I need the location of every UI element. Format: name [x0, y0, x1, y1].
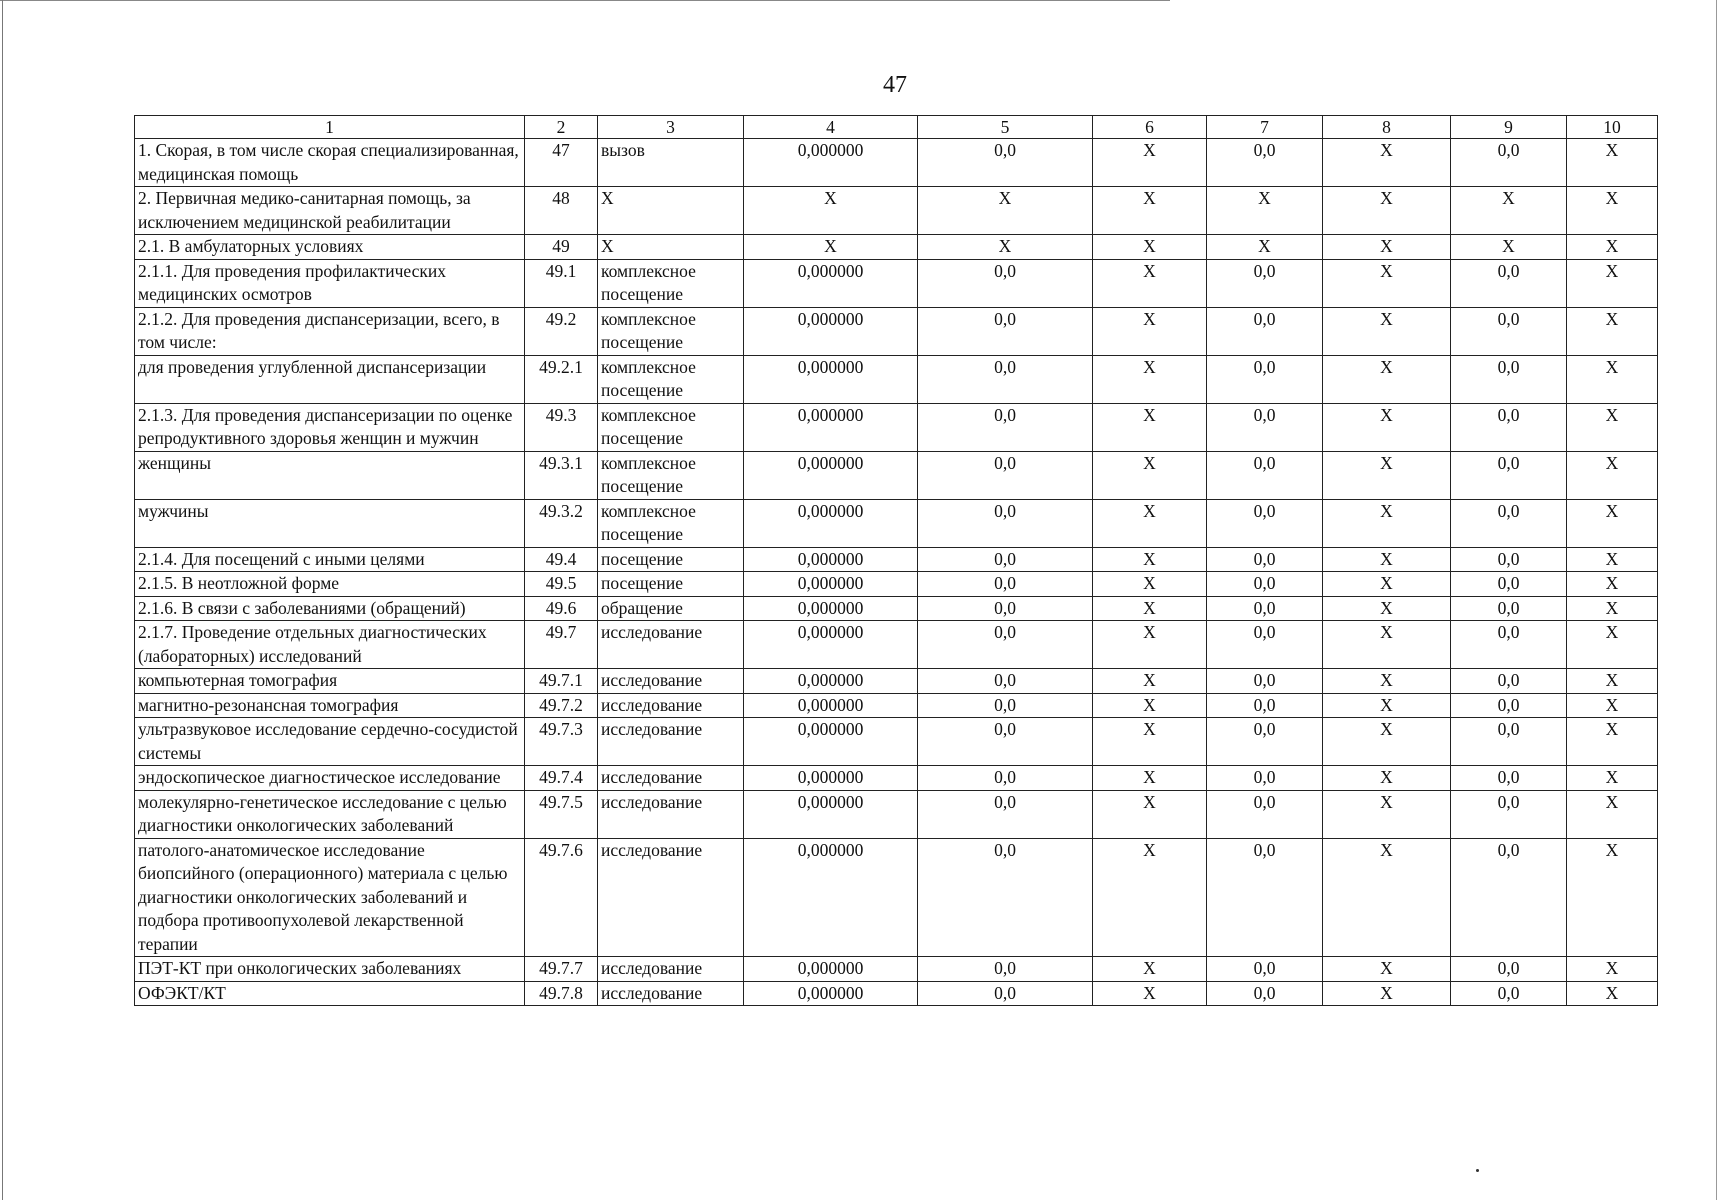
row-col10-cell: Х [1567, 669, 1658, 694]
row-unit-cell: исследование [598, 621, 744, 669]
row-col4-cell: 0,000000 [744, 259, 918, 307]
row-col9-cell: Х [1451, 235, 1567, 260]
row-col7-cell: 0,0 [1207, 669, 1323, 694]
row-col9-cell: 0,0 [1451, 621, 1567, 669]
row-col10-cell: Х [1567, 139, 1658, 187]
row-col5-cell: 0,0 [918, 139, 1093, 187]
row-name-cell: для проведения углубленной диспансеризации [135, 355, 525, 403]
table-row [135, 139, 1658, 187]
table-row [135, 838, 1658, 957]
row-col4-cell: 0,000000 [744, 307, 918, 355]
column-header: 7 [1207, 116, 1323, 139]
row-col8-cell: Х [1323, 669, 1451, 694]
data-table [134, 115, 1658, 1006]
row-unit-cell: исследование [598, 838, 744, 957]
row-col8-cell: Х [1323, 572, 1451, 597]
row-unit-cell: вызов [598, 139, 744, 187]
row-code-cell: 49.3.2 [525, 499, 598, 547]
row-col8-cell: Х [1323, 235, 1451, 260]
table-row [135, 572, 1658, 597]
row-col7-cell: 0,0 [1207, 981, 1323, 1006]
row-col5-cell: 0,0 [918, 838, 1093, 957]
row-col10-cell: Х [1567, 838, 1658, 957]
table-row [135, 621, 1658, 669]
row-name-cell: ультразвуковое исследование сердечно-сосудистой системы [135, 718, 525, 766]
row-col7-cell: 0,0 [1207, 621, 1323, 669]
row-col7-cell: 0,0 [1207, 355, 1323, 403]
row-col9-cell: 0,0 [1451, 572, 1567, 597]
row-col4-cell: 0,000000 [744, 572, 918, 597]
row-col5-cell: 0,0 [918, 693, 1093, 718]
row-col9-cell: 0,0 [1451, 403, 1567, 451]
row-code-cell: 49.3 [525, 403, 598, 451]
row-col6-cell: Х [1093, 669, 1207, 694]
row-name-cell: мужчины [135, 499, 525, 547]
row-col9-cell: 0,0 [1451, 139, 1567, 187]
row-col4-cell: 0,000000 [744, 766, 918, 791]
row-unit-cell: исследование [598, 957, 744, 982]
row-col10-cell: Х [1567, 235, 1658, 260]
row-code-cell: 49.7.7 [525, 957, 598, 982]
scan-edge-top [0, 0, 1170, 1]
row-col10-cell: Х [1567, 355, 1658, 403]
row-col7-cell: 0,0 [1207, 307, 1323, 355]
row-col9-cell: Х [1451, 187, 1567, 235]
row-code-cell: 49.7.4 [525, 766, 598, 791]
row-col10-cell: Х [1567, 259, 1658, 307]
row-col5-cell: 0,0 [918, 981, 1093, 1006]
row-col5-cell: 0,0 [918, 766, 1093, 791]
row-col8-cell: Х [1323, 259, 1451, 307]
scan-speck [1476, 1169, 1479, 1172]
row-col7-cell: Х [1207, 187, 1323, 235]
table-row [135, 307, 1658, 355]
row-col4-cell: 0,000000 [744, 139, 918, 187]
row-col5-cell: 0,0 [918, 259, 1093, 307]
row-col7-cell: 0,0 [1207, 451, 1323, 499]
table-body [135, 139, 1658, 1006]
row-code-cell: 49.7 [525, 621, 598, 669]
row-col10-cell: Х [1567, 790, 1658, 838]
row-col8-cell: Х [1323, 499, 1451, 547]
row-col5-cell: 0,0 [918, 957, 1093, 982]
row-unit-cell: исследование [598, 766, 744, 791]
table-header-row [135, 116, 1658, 139]
row-unit-cell: посещение [598, 572, 744, 597]
row-col9-cell: 0,0 [1451, 693, 1567, 718]
table-row [135, 766, 1658, 791]
row-col10-cell: Х [1567, 307, 1658, 355]
table-row [135, 235, 1658, 260]
column-header: 9 [1451, 116, 1567, 139]
row-name-cell: 2.1.3. Для проведения диспансеризации по оценке репродуктивного здоровья женщин и мужчин [135, 403, 525, 451]
row-col7-cell: Х [1207, 235, 1323, 260]
row-col5-cell: 0,0 [918, 451, 1093, 499]
row-col6-cell: Х [1093, 621, 1207, 669]
row-col9-cell: 0,0 [1451, 957, 1567, 982]
row-col9-cell: 0,0 [1451, 669, 1567, 694]
row-col6-cell: Х [1093, 766, 1207, 791]
row-col10-cell: Х [1567, 547, 1658, 572]
row-col6-cell: Х [1093, 403, 1207, 451]
row-name-cell: патолого-анатомическое исследование биопсийного (операционного) материала с целью диагностики онкологических заболеваний и подбора противоопухолевой лекарственной терапии [135, 838, 525, 957]
column-header: 4 [744, 116, 918, 139]
row-col6-cell: Х [1093, 693, 1207, 718]
row-code-cell: 49.3.1 [525, 451, 598, 499]
row-col10-cell: Х [1567, 766, 1658, 791]
row-col7-cell: 0,0 [1207, 403, 1323, 451]
row-col5-cell: 0,0 [918, 596, 1093, 621]
row-col7-cell: 0,0 [1207, 766, 1323, 791]
row-col4-cell: 0,000000 [744, 596, 918, 621]
row-col5-cell: Х [918, 187, 1093, 235]
row-code-cell: 48 [525, 187, 598, 235]
table-row [135, 355, 1658, 403]
row-unit-cell: исследование [598, 790, 744, 838]
table-row [135, 499, 1658, 547]
row-col5-cell: 0,0 [918, 499, 1093, 547]
row-col8-cell: Х [1323, 187, 1451, 235]
row-col10-cell: Х [1567, 451, 1658, 499]
row-unit-cell: комплексное посещение [598, 451, 744, 499]
row-col8-cell: Х [1323, 547, 1451, 572]
row-col5-cell: 0,0 [918, 621, 1093, 669]
row-name-cell: 2.1.4. Для посещений с иными целями [135, 547, 525, 572]
row-col6-cell: Х [1093, 718, 1207, 766]
row-col8-cell: Х [1323, 693, 1451, 718]
row-col7-cell: 0,0 [1207, 790, 1323, 838]
row-col10-cell: Х [1567, 572, 1658, 597]
row-col4-cell: 0,000000 [744, 355, 918, 403]
row-col4-cell: Х [744, 187, 918, 235]
row-name-cell: магнитно-резонансная томография [135, 693, 525, 718]
row-unit-cell: исследование [598, 693, 744, 718]
row-col6-cell: Х [1093, 957, 1207, 982]
row-name-cell: 2.1.6. В связи с заболеваниями (обращений) [135, 596, 525, 621]
row-name-cell: женщины [135, 451, 525, 499]
row-name-cell: ПЭТ-КТ при онкологических заболеваниях [135, 957, 525, 982]
row-col9-cell: 0,0 [1451, 355, 1567, 403]
row-col8-cell: Х [1323, 790, 1451, 838]
row-col6-cell: Х [1093, 838, 1207, 957]
row-col5-cell: 0,0 [918, 355, 1093, 403]
table-row [135, 693, 1658, 718]
row-col9-cell: 0,0 [1451, 307, 1567, 355]
row-col8-cell: Х [1323, 451, 1451, 499]
row-col9-cell: 0,0 [1451, 259, 1567, 307]
table-row [135, 669, 1658, 694]
row-col9-cell: 0,0 [1451, 499, 1567, 547]
row-code-cell: 49.7.1 [525, 669, 598, 694]
row-col9-cell: 0,0 [1451, 790, 1567, 838]
row-code-cell: 49.7.2 [525, 693, 598, 718]
row-name-cell: компьютерная томография [135, 669, 525, 694]
row-name-cell: эндоскопическое диагностическое исследование [135, 766, 525, 791]
row-unit-cell: посещение [598, 547, 744, 572]
row-code-cell: 49.4 [525, 547, 598, 572]
column-header: 5 [918, 116, 1093, 139]
row-col10-cell: Х [1567, 957, 1658, 982]
row-col8-cell: Х [1323, 621, 1451, 669]
row-col6-cell: Х [1093, 187, 1207, 235]
row-unit-cell: комплексное посещение [598, 403, 744, 451]
row-code-cell: 49.2 [525, 307, 598, 355]
row-name-cell: 1. Скорая, в том числе скорая специализированная, медицинская помощь [135, 139, 525, 187]
row-col4-cell: Х [744, 235, 918, 260]
table-row [135, 981, 1658, 1006]
row-col6-cell: Х [1093, 572, 1207, 597]
row-col7-cell: 0,0 [1207, 139, 1323, 187]
row-col5-cell: Х [918, 235, 1093, 260]
row-unit-cell: Х [598, 187, 744, 235]
row-code-cell: 49.7.8 [525, 981, 598, 1006]
row-name-cell: 2.1.2. Для проведения диспансеризации, всего, в том числе: [135, 307, 525, 355]
row-col8-cell: Х [1323, 139, 1451, 187]
row-col6-cell: Х [1093, 451, 1207, 499]
row-col7-cell: 0,0 [1207, 547, 1323, 572]
row-col7-cell: 0,0 [1207, 838, 1323, 957]
row-unit-cell: комплексное посещение [598, 355, 744, 403]
row-col5-cell: 0,0 [918, 547, 1093, 572]
row-col5-cell: 0,0 [918, 403, 1093, 451]
row-code-cell: 49.7.6 [525, 838, 598, 957]
row-code-cell: 49.7.5 [525, 790, 598, 838]
page-number: 47 [883, 72, 907, 98]
column-header: 10 [1567, 116, 1658, 139]
row-unit-cell: исследование [598, 981, 744, 1006]
row-col10-cell: Х [1567, 693, 1658, 718]
table-row [135, 451, 1658, 499]
row-col10-cell: Х [1567, 499, 1658, 547]
row-col4-cell: 0,000000 [744, 838, 918, 957]
column-header: 3 [598, 116, 744, 139]
scan-edge-left [2, 0, 3, 1200]
row-col10-cell: Х [1567, 403, 1658, 451]
row-col5-cell: 0,0 [918, 790, 1093, 838]
row-col6-cell: Х [1093, 139, 1207, 187]
row-col8-cell: Х [1323, 307, 1451, 355]
column-header: 2 [525, 116, 598, 139]
row-code-cell: 47 [525, 139, 598, 187]
row-col9-cell: 0,0 [1451, 596, 1567, 621]
row-name-cell: ОФЭКТ/КТ [135, 981, 525, 1006]
table-row [135, 403, 1658, 451]
row-col6-cell: Х [1093, 499, 1207, 547]
row-col9-cell: 0,0 [1451, 838, 1567, 957]
row-col10-cell: Х [1567, 187, 1658, 235]
row-code-cell: 49.6 [525, 596, 598, 621]
row-col8-cell: Х [1323, 766, 1451, 791]
row-col6-cell: Х [1093, 307, 1207, 355]
table-row [135, 187, 1658, 235]
row-code-cell: 49.2.1 [525, 355, 598, 403]
row-unit-cell: комплексное посещение [598, 499, 744, 547]
row-unit-cell: Х [598, 235, 744, 260]
row-name-cell: молекулярно-генетическое исследование с целью диагностики онкологических заболеваний [135, 790, 525, 838]
column-header: 1 [135, 116, 525, 139]
row-name-cell: 2.1.5. В неотложной форме [135, 572, 525, 597]
row-col8-cell: Х [1323, 957, 1451, 982]
row-name-cell: 2.1.7. Проведение отдельных диагностических (лабораторных) исследований [135, 621, 525, 669]
row-col10-cell: Х [1567, 621, 1658, 669]
row-col9-cell: 0,0 [1451, 451, 1567, 499]
row-col5-cell: 0,0 [918, 718, 1093, 766]
table-row [135, 259, 1658, 307]
row-col6-cell: Х [1093, 596, 1207, 621]
row-code-cell: 49.1 [525, 259, 598, 307]
row-col6-cell: Х [1093, 235, 1207, 260]
table-row [135, 957, 1658, 982]
column-header: 8 [1323, 116, 1451, 139]
row-col4-cell: 0,000000 [744, 693, 918, 718]
row-name-cell: 2.1. В амбулаторных условиях [135, 235, 525, 260]
row-col4-cell: 0,000000 [744, 957, 918, 982]
row-code-cell: 49.7.3 [525, 718, 598, 766]
row-col7-cell: 0,0 [1207, 957, 1323, 982]
row-col7-cell: 0,0 [1207, 259, 1323, 307]
row-code-cell: 49.5 [525, 572, 598, 597]
table-row [135, 718, 1658, 766]
row-col7-cell: 0,0 [1207, 693, 1323, 718]
row-col8-cell: Х [1323, 718, 1451, 766]
row-col4-cell: 0,000000 [744, 790, 918, 838]
row-col8-cell: Х [1323, 355, 1451, 403]
row-col8-cell: Х [1323, 838, 1451, 957]
row-unit-cell: исследование [598, 669, 744, 694]
row-unit-cell: исследование [598, 718, 744, 766]
row-col7-cell: 0,0 [1207, 499, 1323, 547]
row-col4-cell: 0,000000 [744, 451, 918, 499]
row-col7-cell: 0,0 [1207, 572, 1323, 597]
row-col9-cell: 0,0 [1451, 718, 1567, 766]
row-name-cell: 2. Первичная медико-санитарная помощь, за исключением медицинской реабилитации [135, 187, 525, 235]
row-col6-cell: Х [1093, 355, 1207, 403]
row-col4-cell: 0,000000 [744, 547, 918, 572]
row-col4-cell: 0,000000 [744, 499, 918, 547]
row-code-cell: 49 [525, 235, 598, 260]
table-row [135, 596, 1658, 621]
scan-edge-right [1716, 0, 1717, 1200]
row-col10-cell: Х [1567, 596, 1658, 621]
row-col10-cell: Х [1567, 981, 1658, 1006]
row-name-cell: 2.1.1. Для проведения профилактических медицинских осмотров [135, 259, 525, 307]
row-col7-cell: 0,0 [1207, 596, 1323, 621]
column-header: 6 [1093, 116, 1207, 139]
row-col9-cell: 0,0 [1451, 547, 1567, 572]
row-col6-cell: Х [1093, 547, 1207, 572]
row-col8-cell: Х [1323, 403, 1451, 451]
row-col4-cell: 0,000000 [744, 621, 918, 669]
row-col5-cell: 0,0 [918, 669, 1093, 694]
row-col9-cell: 0,0 [1451, 981, 1567, 1006]
row-col6-cell: Х [1093, 790, 1207, 838]
table-row [135, 790, 1658, 838]
row-col9-cell: 0,0 [1451, 766, 1567, 791]
row-col8-cell: Х [1323, 596, 1451, 621]
row-col5-cell: 0,0 [918, 307, 1093, 355]
row-col10-cell: Х [1567, 718, 1658, 766]
row-col7-cell: 0,0 [1207, 718, 1323, 766]
row-col4-cell: 0,000000 [744, 403, 918, 451]
row-col6-cell: Х [1093, 259, 1207, 307]
row-col8-cell: Х [1323, 981, 1451, 1006]
row-col6-cell: Х [1093, 981, 1207, 1006]
table-row [135, 547, 1658, 572]
row-col4-cell: 0,000000 [744, 981, 918, 1006]
row-unit-cell: обращение [598, 596, 744, 621]
row-col4-cell: 0,000000 [744, 718, 918, 766]
row-col4-cell: 0,000000 [744, 669, 918, 694]
row-unit-cell: комплексное посещение [598, 307, 744, 355]
row-unit-cell: комплексное посещение [598, 259, 744, 307]
row-col5-cell: 0,0 [918, 572, 1093, 597]
